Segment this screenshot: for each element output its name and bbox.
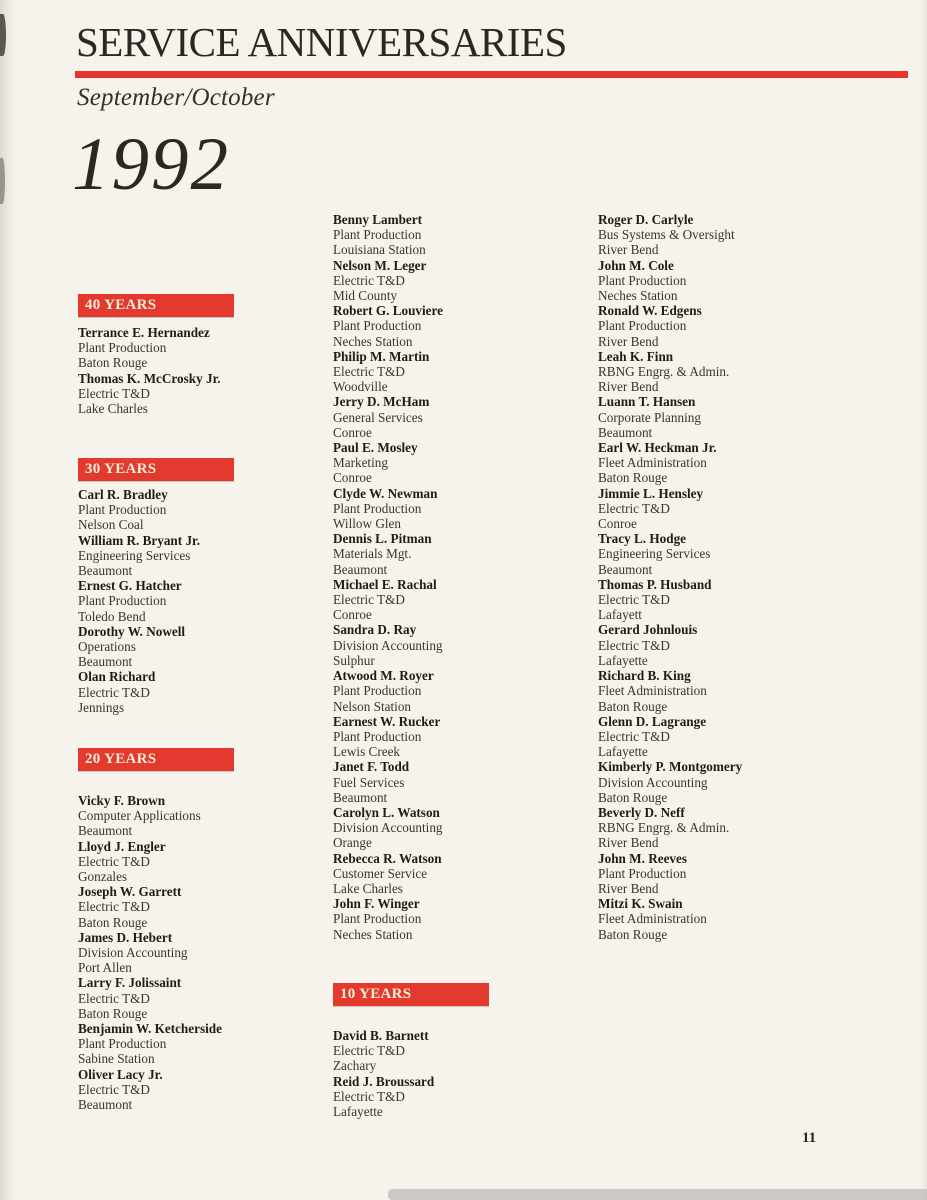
employee-entry — [333, 759, 578, 805]
employee-department: Electric T&D — [333, 592, 405, 608]
employee-department: Plant Production — [598, 318, 687, 334]
issue-subtitle: September/October — [77, 84, 275, 111]
employee-location: Conroe — [333, 424, 372, 440]
employee-location: Lewis Creek — [333, 744, 401, 760]
employee-name: Beverly D. Neff — [598, 804, 685, 820]
employee-entry — [598, 714, 863, 760]
employee-entry — [333, 668, 578, 714]
employee-list-20-years-col3 — [598, 212, 863, 942]
employee-entry — [598, 622, 863, 668]
employee-department: Plant Production — [333, 683, 422, 699]
employee-name: Ernest G. Hatcher — [78, 578, 182, 594]
employee-entry — [333, 531, 578, 577]
year-heading: 1992 — [72, 123, 230, 206]
employee-name: Tracy L. Hodge — [598, 531, 687, 547]
employee-location: Orange — [333, 835, 372, 851]
employee-location: Louisiana Station — [333, 242, 426, 258]
employee-department: Division Accounting — [333, 637, 443, 653]
employee-name: Paul E. Mosley — [333, 440, 418, 456]
page-title: SERVICE ANNIVERSARIES — [76, 19, 567, 65]
employee-location: Jennings — [78, 699, 125, 715]
employee-location: Conroe — [333, 470, 372, 486]
employee-entry — [333, 1028, 578, 1074]
employee-location: Nelson Station — [333, 698, 412, 714]
employee-department: Plant Production — [598, 272, 687, 288]
employee-entry — [598, 851, 863, 897]
employee-entry — [78, 1021, 323, 1067]
employee-name: Sandra D. Ray — [333, 622, 417, 638]
employee-entry — [333, 303, 578, 349]
employee-location: Conroe — [598, 516, 637, 532]
employee-entry — [78, 371, 323, 417]
employee-location: Beaumont — [78, 1097, 133, 1113]
employee-name: Nelson M. Leger — [333, 257, 427, 273]
employee-location: Baton Rouge — [598, 698, 668, 714]
employee-department: Electric T&D — [78, 853, 150, 869]
employee-department: Plant Production — [78, 502, 167, 518]
employee-entry — [333, 394, 578, 440]
employee-name: John M. Reeves — [598, 850, 688, 866]
employee-location: River Bend — [598, 379, 659, 395]
employee-entry — [78, 839, 323, 885]
employee-entry — [333, 805, 578, 851]
employee-department: Plant Production — [333, 728, 422, 744]
employee-location: Lafayette — [598, 652, 648, 668]
employee-name: Joseph W. Garrett — [78, 884, 182, 900]
employee-location: Willow Glen — [333, 516, 401, 532]
employee-entry — [78, 487, 323, 533]
employee-name: Thomas P. Husband — [598, 576, 712, 592]
employee-name: Jimmie L. Hensley — [598, 485, 704, 501]
employee-name: Thomas K. McCrosky Jr. — [78, 370, 221, 386]
employee-department: Plant Production — [598, 865, 687, 881]
section-header-20-years: 20 YEARS — [78, 748, 234, 771]
employee-entry — [598, 668, 863, 714]
employee-department: Electric T&D — [333, 1043, 405, 1059]
employee-name: William R. Bryant Jr. — [78, 532, 200, 548]
employee-location: Beaumont — [598, 561, 653, 577]
employee-name: Carl R. Bradley — [78, 487, 168, 502]
employee-department: Marketing — [333, 455, 388, 471]
employee-department: Electric T&D — [598, 728, 670, 744]
employee-location: Beaumont — [333, 561, 388, 577]
employee-location: Beaumont — [78, 654, 133, 670]
employee-name: Larry F. Jolissaint — [78, 975, 182, 991]
employee-location: Beaumont — [78, 563, 133, 579]
employee-department: Fleet Administration — [598, 911, 707, 927]
employee-name: Philip M. Martin — [333, 348, 430, 364]
employee-name: David B. Barnett — [333, 1028, 429, 1043]
scan-edge-right — [920, 0, 927, 1200]
employee-name: Luann T. Hansen — [598, 394, 696, 410]
employee-department: Materials Mgt. — [333, 546, 412, 562]
employee-entry — [598, 212, 863, 258]
employee-entry — [333, 212, 578, 258]
employee-name: Oliver Lacy Jr. — [78, 1066, 163, 1082]
employee-department: Electric T&D — [598, 592, 670, 608]
employee-entry — [598, 303, 863, 349]
employee-name: Kimberly P. Montgomery — [598, 759, 743, 775]
employee-entry — [78, 578, 323, 624]
employee-department: Engineering Services — [598, 546, 711, 562]
employee-entry — [333, 440, 578, 486]
employee-location: Sabine Station — [78, 1051, 155, 1067]
employee-name: Dennis L. Pitman — [333, 531, 432, 547]
employee-location: River Bend — [598, 333, 659, 349]
employee-department: Division Accounting — [78, 945, 188, 961]
employee-location: Conroe — [333, 607, 372, 623]
employee-department: Plant Production — [333, 911, 422, 927]
employee-entry — [78, 884, 323, 930]
employee-entry — [598, 531, 863, 577]
employee-location: Sulphur — [333, 652, 375, 668]
employee-name: John M. Cole — [598, 257, 674, 273]
employee-entry — [78, 624, 323, 670]
employee-entry — [333, 622, 578, 668]
employee-name: Jerry D. McHam — [333, 394, 430, 410]
employee-location: River Bend — [598, 242, 659, 258]
employee-name: Lloyd J. Engler — [78, 838, 166, 854]
employee-location: Beaumont — [598, 424, 653, 440]
employee-name: Clyde W. Newman — [333, 485, 438, 501]
employee-location: Lafayette — [333, 1104, 383, 1120]
employee-location: Baton Rouge — [78, 1005, 148, 1021]
section-header-30-years: 30 YEARS — [78, 458, 234, 481]
employee-department: General Services — [333, 409, 423, 425]
employee-department: Electric T&D — [598, 500, 670, 516]
employee-location: Gonzales — [78, 869, 128, 885]
employee-name: Olan Richard — [78, 669, 156, 685]
employee-department: Plant Production — [78, 1036, 167, 1052]
employee-entry — [333, 896, 578, 942]
employee-department: Electric T&D — [598, 637, 670, 653]
employee-location: River Bend — [598, 880, 659, 896]
employee-name: James D. Hebert — [78, 929, 173, 945]
employee-name: Earl W. Heckman Jr. — [598, 440, 717, 456]
employee-department: Fuel Services — [333, 774, 405, 790]
employee-entry — [333, 486, 578, 532]
employee-location: Toledo Bend — [78, 608, 146, 624]
employee-department: Plant Production — [333, 227, 422, 243]
employee-entry — [78, 325, 323, 371]
employee-name: Vicky F. Brown — [78, 793, 166, 808]
employee-location: Lafayett — [598, 607, 642, 623]
employee-department: Electric T&D — [78, 1081, 150, 1097]
employee-department: Operations — [78, 639, 136, 655]
employee-name: Michael E. Rachal — [333, 576, 437, 592]
employee-entry — [78, 669, 323, 715]
employee-location: Neches Station — [598, 288, 678, 304]
employee-entry — [78, 533, 323, 579]
employee-name: John F. Winger — [333, 896, 420, 912]
employee-entry — [333, 714, 578, 760]
employee-name: Janet F. Todd — [333, 759, 410, 775]
employee-department: Computer Applications — [78, 808, 201, 824]
employee-department: Bus Systems & Oversight — [598, 227, 735, 243]
employee-name: Reid J. Broussard — [333, 1073, 435, 1089]
employee-location: Zachary — [333, 1058, 377, 1074]
employee-name: Terrance E. Hernandez — [78, 325, 210, 340]
employee-location: Neches Station — [333, 333, 413, 349]
employee-department: Corporate Planning — [598, 409, 701, 425]
employee-name: Atwood M. Royer — [333, 668, 434, 684]
employee-location: Port Allen — [78, 960, 132, 976]
employee-name: Carolyn L. Watson — [333, 804, 440, 820]
employee-department: Electric T&D — [333, 364, 405, 380]
employee-name: Glenn D. Lagrange — [598, 713, 707, 729]
employee-name: Dorothy W. Nowell — [78, 623, 186, 639]
employee-department: Division Accounting — [333, 820, 443, 836]
scan-edge-bottom — [388, 1189, 927, 1200]
employee-department: Plant Production — [333, 318, 422, 334]
employee-name: Leah K. Finn — [598, 348, 674, 364]
employee-name: Ronald W. Edgens — [598, 303, 702, 319]
employee-location: Lafayette — [598, 744, 648, 760]
employee-name: Benjamin W. Ketcherside — [78, 1021, 222, 1037]
employee-name: Earnest W. Rucker — [333, 713, 441, 729]
employee-location: Woodville — [333, 379, 388, 395]
employee-location: Baton Rouge — [598, 470, 668, 486]
employee-department: Electric T&D — [333, 1088, 405, 1104]
employee-name: Benny Lambert — [333, 212, 423, 227]
page-number: 11 — [802, 1130, 817, 1146]
employee-name: Gerard Johnlouis — [598, 622, 698, 638]
employee-location: River Bend — [598, 835, 659, 851]
section-header-40-years: 40 YEARS — [78, 294, 234, 317]
employee-location: Baton Rouge — [78, 355, 148, 371]
employee-entry — [598, 805, 863, 851]
employee-department: Electric T&D — [78, 990, 150, 1006]
employee-department: Plant Production — [333, 500, 422, 516]
employee-location: Baton Rouge — [598, 926, 668, 942]
employee-location: Lake Charles — [333, 880, 403, 896]
employee-entry — [78, 975, 323, 1021]
employee-entry — [333, 577, 578, 623]
employee-list-40-years — [78, 325, 323, 416]
employee-entry — [78, 793, 323, 839]
employee-department: Electric T&D — [333, 272, 405, 288]
employee-entry — [598, 896, 863, 942]
employee-entry — [78, 1067, 323, 1113]
employee-entry — [333, 851, 578, 897]
employee-list-10-years — [333, 1028, 578, 1119]
employee-entry — [598, 759, 863, 805]
title-underline-rule — [75, 71, 908, 78]
employee-location: Lake Charles — [78, 401, 148, 417]
employee-department: Plant Production — [78, 340, 167, 356]
employee-location: Beaumont — [78, 823, 133, 839]
employee-department: Engineering Services — [78, 547, 191, 563]
employee-location: Mid County — [333, 288, 398, 304]
employee-entry — [598, 394, 863, 440]
section-header-10-years: 10 YEARS — [333, 983, 489, 1006]
employee-location: Nelson Coal — [78, 517, 144, 533]
employee-entry — [333, 349, 578, 395]
employee-entry — [598, 486, 863, 532]
employee-location: Baton Rouge — [598, 789, 668, 805]
employee-department: Division Accounting — [598, 774, 708, 790]
employee-department: Electric T&D — [78, 684, 150, 700]
employee-entry — [598, 440, 863, 486]
employee-entry — [333, 258, 578, 304]
employee-entry — [598, 258, 863, 304]
employee-department: Electric T&D — [78, 385, 150, 401]
employee-department: RBNG Engrg. & Admin. — [598, 820, 730, 836]
employee-entry — [333, 1074, 578, 1120]
employee-name: Robert G. Louviere — [333, 303, 444, 319]
employee-location: Beaumont — [333, 789, 388, 805]
employee-department: Fleet Administration — [598, 455, 707, 471]
employee-department: Plant Production — [78, 593, 167, 609]
employee-name: Roger D. Carlyle — [598, 212, 694, 227]
employee-list-30-years — [78, 487, 323, 715]
employee-department: Electric T&D — [78, 899, 150, 915]
employee-entry — [78, 930, 323, 976]
employee-name: Rebecca R. Watson — [333, 850, 442, 866]
employee-department: Fleet Administration — [598, 683, 707, 699]
scan-artifact — [0, 14, 6, 56]
employee-name: Mitzi K. Swain — [598, 896, 683, 912]
employee-entry — [598, 349, 863, 395]
employee-entry — [598, 577, 863, 623]
employee-department: RBNG Engrg. & Admin. — [598, 364, 730, 380]
employee-department: Customer Service — [333, 865, 428, 881]
scan-artifact — [0, 158, 5, 204]
employee-name: Richard B. King — [598, 668, 691, 684]
employee-location: Neches Station — [333, 926, 413, 942]
employee-location: Baton Rouge — [78, 914, 148, 930]
employee-list-20-years-col2 — [333, 212, 578, 942]
employee-list-20-years-col1 — [78, 793, 323, 1112]
